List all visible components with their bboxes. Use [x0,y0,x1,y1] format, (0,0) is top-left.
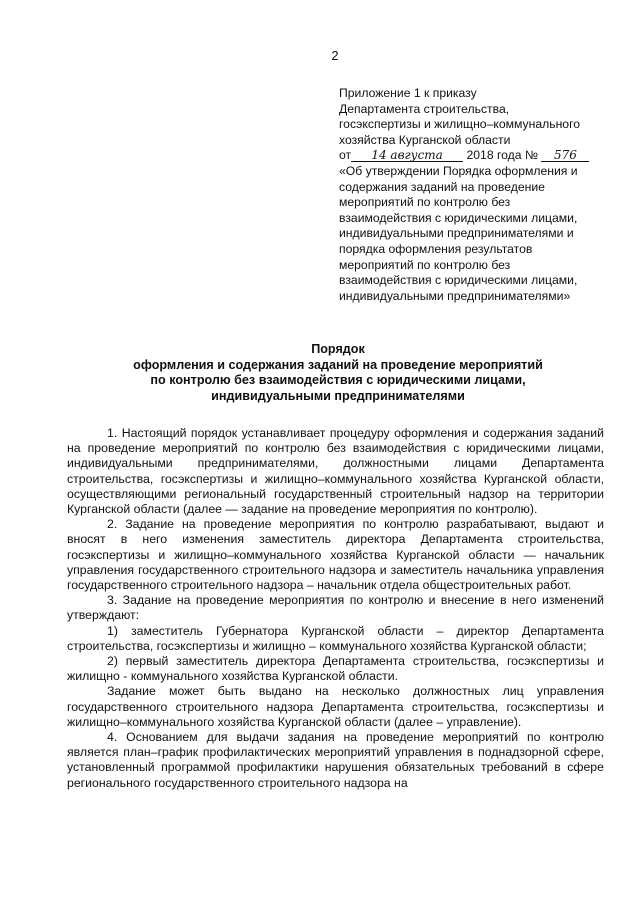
title-line: Порядок [311,342,365,356]
appendix-header [339,86,607,304]
document-title [60,342,616,404]
subject-line: мероприятий по контролю без [339,195,511,210]
subject-line: индивидуальными предпринимателями и [339,226,574,241]
title-line: по контролю без взаимодействия с юридическими лицами, [150,373,526,388]
paragraph: 2. Задание на проведение мероприятия по контролю разрабатывают, выдают и вносят в него изменения заместитель директора Департамента строительства, госэкспертизы и жилищно–коммунального хозяйства Курганской области — начальник управления государственного строительного надзора и заместитель начальника управления государственного строительного надзора – начальник отдела общестроительных работ. [67,517,604,593]
subject-line: содержания заданий на проведение [339,179,545,194]
subject-line: взаимодействия с юридическими лицами, [339,273,578,288]
subject-line: «Об утверждении Порядка оформления и [339,163,578,178]
paragraph: 3. Задание на проведение мероприятия по контролю и внесение в него изменений утверждают: [67,593,604,623]
subject-line: порядка оформления результатов [339,241,533,256]
document-body [67,426,604,791]
appendix-line: Приложение 1 к приказу [339,86,477,100]
paragraph: 4. Основанием для выдачи задания на проведение мероприятий по контролю является план–график профилактических мероприятий управления в поднадзорной сфере, установленный программой профилактики нарушения обязательных требований в сфере регионального государственного строительного надзора на [67,730,604,790]
handwritten-date: 14 августа [351,149,463,162]
year-text: 2018 года № [466,148,539,163]
order-date-line [339,148,607,164]
page-number: 2 [331,48,339,63]
handwritten-order-number: 576 [541,149,589,162]
appendix-line: хозяйства Курганской области [339,132,511,147]
date-prefix: от [339,148,352,163]
paragraph: 1. Настоящий порядок устанавливает процедуру оформления и содержания заданий на проведение мероприятий по контролю без взаимодействия с юридическими лицами, индивидуальными предпринимателями, должностными лицами Департамента строительства, госэкспертизы и жилищно–коммунального хозяйства Курганской области, осуществляющими региональный государственный строительный надзор на территории Курганской области (далее — задание на проведение мероприятия по контролю). [67,426,604,517]
appendix-line: госэкспертизы и жилищно–коммунального [339,117,581,132]
appendix-line: Департамента строительства, [339,101,510,116]
paragraph: 1) заместитель Губернатора Курганской области – директор Департамента строительства, госэкспертизы и жилищно – коммунального хозяйства Курганской области; [67,623,604,653]
subject-line: взаимодействия с юридическими лицами, [339,210,578,225]
title-line: индивидуальными предпринимателями [211,388,465,403]
paragraph: 2) первый заместитель директора Департамента строительства, госэкспертизы и жилищно - коммунального хозяйства Курганской области. [67,654,604,684]
subject-line: индивидуальными предпринимателями» [339,288,571,303]
paragraph: Задание может быть выдано на несколько должностных лиц управления государственного строительного надзора Департамента строительства, госэкспертизы и жилищно–коммунального хозяйства Курганской области (далее – управление). [67,684,604,729]
title-line: оформления и содержания заданий на проведение мероприятий [133,357,543,372]
subject-line: мероприятий по контролю без [339,257,511,272]
